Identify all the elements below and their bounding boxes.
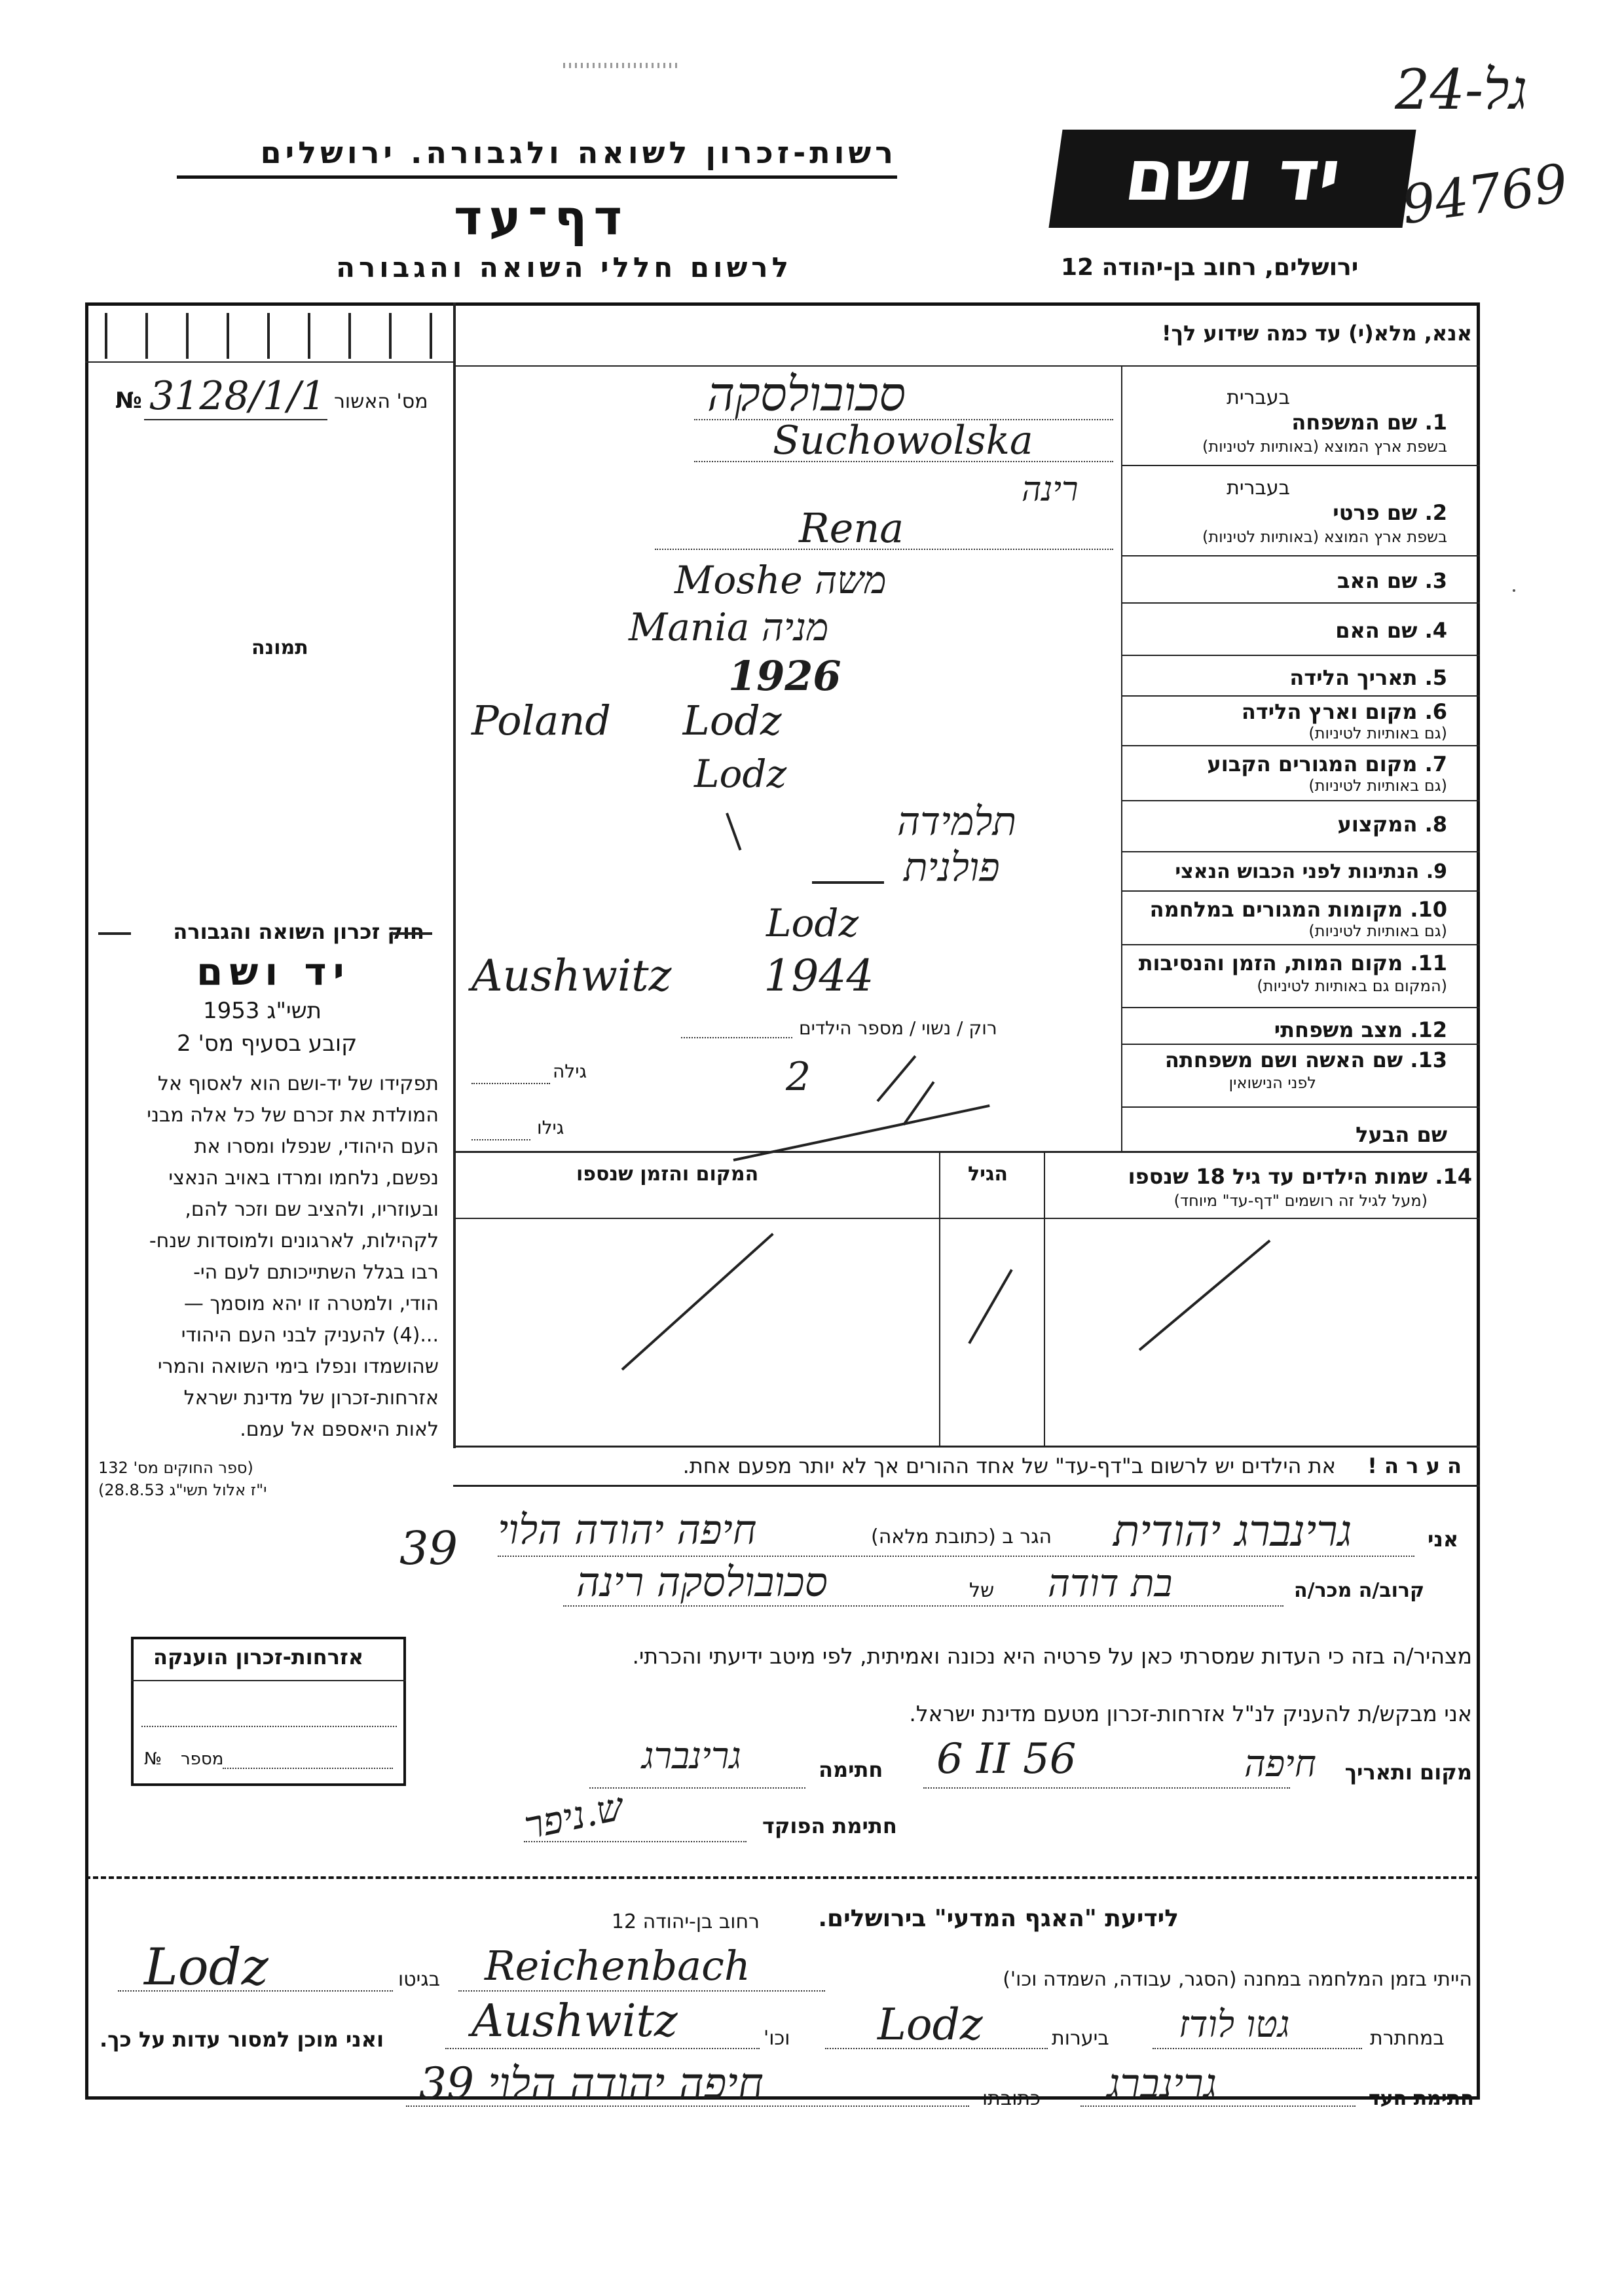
scan-speck: [1513, 589, 1515, 592]
field-5-value: 1926: [728, 652, 841, 700]
law-line: העם היהודי, שנפלו ומסרו את: [194, 1135, 439, 1158]
field-2-latin-value: Rena: [799, 504, 904, 552]
law-line: נפשם, נלחמו ומרדו באויב הנאצי: [168, 1167, 439, 1190]
field-11-sub: (המקום גם באותיות לטיניות): [1257, 977, 1447, 995]
archive-underground-label: במחתרת: [1370, 2027, 1445, 2050]
field-9-value: פולנית: [904, 845, 1000, 890]
declaration-request: אני מבקש/ת להעניק לנ"ל אזרחות-זכרון מטעם מדינת ישראל.: [909, 1701, 1472, 1726]
declaration-line-2: [563, 1605, 1283, 1607]
declaration-address-no: 39: [399, 1522, 458, 1575]
citizenship-box-head-line: [131, 1680, 406, 1681]
row-line: [1121, 695, 1480, 697]
archive-etc-line: [445, 2048, 760, 2049]
law-line: המולדת את זכרם של כל אלה מבני: [147, 1104, 439, 1127]
archive-underground: גטו לודז: [1179, 2003, 1290, 2046]
field-5-label: 5. תאריך הלידה: [1289, 665, 1447, 690]
place-date-line: [923, 1787, 1290, 1789]
relation-value: בת דודה: [1048, 1561, 1173, 1605]
row-line: [1121, 1044, 1480, 1045]
law-line: לקהילות, לארגונים ולמוסדות שנח-: [149, 1230, 439, 1252]
citizenship-line-1: [141, 1726, 397, 1727]
field-3-label: 3. שם האב: [1337, 568, 1447, 593]
field-14-sub: (מעל לגיל זה רושמים "דף-עד" מיוחד): [1173, 1192, 1428, 1210]
husband-age-label: גילו: [537, 1117, 564, 1139]
date-value: 6 II 56: [936, 1735, 1077, 1783]
field-10-sub: (גם באותיות לטיניות): [1308, 922, 1447, 940]
field-14-label: 14. שמות הילדים עד גיל 18 שנספו: [1128, 1164, 1472, 1189]
hebrew-tag: בעברית: [1227, 386, 1290, 409]
row-line: [1121, 944, 1480, 945]
field-1-sub: בשפת ארץ המוצא (באותיות לטיניות): [1202, 437, 1447, 456]
law-year: תשי"ג 1953: [203, 998, 322, 1024]
field-4-label: 4. שם האם: [1335, 618, 1447, 643]
field-2-sub: בשפת ארץ המוצא (באותיות לטיניות): [1202, 528, 1447, 546]
archive-sig: גרינברג: [1107, 2060, 1217, 2107]
scan-speck: [563, 63, 681, 68]
place-date-label: מקום ותאריך: [1344, 1760, 1472, 1785]
yad-vashem-logo: [1048, 130, 1416, 228]
law-clause: קובע בסעיף מס' 2: [177, 1030, 358, 1057]
field-10-value: Lodz: [766, 901, 859, 945]
field-13-age-line: [471, 1083, 550, 1084]
husband-age-line: [471, 1139, 530, 1140]
label-column-border: [1121, 365, 1122, 1151]
officer-signature: ש.ניפר: [520, 1783, 627, 1849]
field-2-line: [655, 549, 1113, 550]
victim-name: סכובולסקה רינה: [576, 1558, 828, 1606]
archive-underground-line: [1153, 2048, 1362, 2049]
field-13-value: 2: [786, 1054, 811, 1100]
citizenship-number-label: מספר: [181, 1749, 224, 1769]
form-title: דף־עד: [454, 190, 629, 246]
archive-etc: Aushwitz: [471, 1995, 678, 2047]
field-11-value: Aushwitz 1944: [471, 951, 874, 1001]
officer-label: חתימת הפוקד: [762, 1813, 897, 1838]
row-line: [1121, 602, 1480, 604]
law-line: שהושמדו ונפלו בימי השואה והמרי: [157, 1355, 439, 1378]
children-col-1: [1044, 1151, 1045, 1446]
field-7-sub: (גם באותיות לטיניות): [1308, 776, 1447, 795]
declaration-address: חיפה יהודה הלוי: [498, 1506, 757, 1554]
field-4-value: Mania מניה: [629, 605, 829, 649]
field-1-label: 1. שם המשפחה: [1291, 410, 1447, 435]
field-11-label: 11. מקום המות, הזמן והנסיבות: [1138, 951, 1447, 975]
declaration-resides: הגר ב (כתובת מלאה): [871, 1525, 1052, 1548]
field-2-hebrew-value: רינה: [1022, 470, 1079, 509]
law-name: יד ושם: [196, 949, 351, 994]
field-1-hebrew-value: סכובולסקה: [707, 367, 906, 422]
law-title: חוק זכרון השואה והגבורה: [173, 919, 424, 944]
law-footnote-2: י"ז אלול תשי"ג 28.8.53): [98, 1481, 267, 1499]
citizenship-title: אזרחות-זכרון הוענקה: [153, 1645, 364, 1669]
signature-line: [589, 1787, 805, 1789]
archive-sig-label: חתימת העד: [1369, 2087, 1474, 2110]
law-line: הודי, ולמטרה זו יהא מוסמך —: [183, 1292, 439, 1315]
top-row-line: [453, 365, 1480, 367]
archive-ghetto: Lodz: [144, 1938, 268, 1997]
field-6-label: 6. מקום וארץ הלידה: [1241, 699, 1447, 724]
law-text: [98, 1068, 439, 1446]
authority-underline: [177, 175, 897, 179]
law-line: אזרחות-זכרון של מדינת ישראל: [183, 1387, 439, 1410]
approval-underline: [144, 419, 327, 420]
children-col-2: [939, 1151, 940, 1446]
signature-label: חתימה: [819, 1757, 883, 1782]
law-line: ובעוזריו, ולהציב שם וזכר להם,: [185, 1198, 439, 1221]
field-10-label: 10. מקומות המגורים במלחמה: [1149, 897, 1447, 922]
field-6-sub: (גם באותיות לטיניות): [1308, 724, 1447, 742]
archive-ready: ואני מוכן למסור עדות על כך.: [100, 2027, 384, 2052]
declaration-line-1: [498, 1556, 1414, 1557]
children-place-header: המקום והזמן שנספו: [576, 1163, 759, 1186]
left-column-border: [453, 302, 456, 1448]
field-13-age-label: גילה: [553, 1061, 587, 1082]
field-7-label: 7. מקום המגורים הקבוע: [1207, 752, 1447, 776]
field-13-label: 13. שם האשה ושם משפחתה: [1164, 1048, 1447, 1072]
law-title-dash: [393, 932, 432, 935]
archive-forests: Lodz: [877, 1999, 983, 2050]
law-line: ...(4) להעניק לבני העם היהודי: [181, 1324, 439, 1347]
field-8-value: תלמידה: [897, 799, 1017, 845]
signature-value: גרינברג: [642, 1735, 741, 1777]
archive-forests-line: [825, 2048, 1048, 2049]
field-2-label: 2. שם פרטי: [1333, 500, 1447, 525]
row-line: [1121, 800, 1480, 801]
row-line: [453, 1151, 1480, 1153]
cut-line: [85, 1876, 1480, 1879]
archive-war-line: הייתי בזמן המלחמה במחנה (הסגר, עבודה, השמדה וכו'): [1003, 1968, 1472, 1991]
note-text: את הילדים יש לרשום ב"דף-עד" של אחד ההורים אך לא יותר מפעם אחת.: [682, 1453, 1336, 1478]
declaration-statement: מצהיר/ה בזה כי העדות שמסרתי כאן על פרטיה היא נכונה ואמיתית, לפי מיטב ידיעתי והכרתי.: [632, 1643, 1472, 1669]
approval-number: 3128/1/1: [149, 373, 326, 419]
archive-addr: חיפה יהודה הלוי 39: [419, 2058, 764, 2109]
archive-heading: לידיעת "האגף המדעי" בירושלים.: [818, 1905, 1179, 1932]
note-label: ה ע ר ה !: [1367, 1453, 1462, 1478]
authority-title: רשות-זכרון לשואה ולגבורה. ירושלים: [260, 135, 897, 170]
children-age-header: הגיל: [968, 1163, 1008, 1186]
row-line: [1121, 655, 1480, 656]
field-8-label: 8. המקצוע: [1337, 812, 1447, 837]
archive-forests-label: ביערות: [1052, 2027, 1109, 2050]
logo-text: יד ושם: [1120, 135, 1346, 217]
of-label: של: [969, 1579, 995, 1602]
approval-label: מס' האשור: [334, 390, 428, 413]
handwritten-ref-2: 94769: [1397, 152, 1572, 236]
photo-label: תמונה: [251, 636, 308, 659]
row-line: [1121, 745, 1480, 746]
law-line: רבו בגלל השתייכותם לעם הי-: [193, 1261, 439, 1284]
citizenship-line-2: [223, 1768, 393, 1769]
archive-etc-label: וכו': [764, 2027, 790, 2050]
field-7-value: Lodz: [694, 752, 787, 796]
relative-label: קרוב/ה מכר/ה: [1294, 1579, 1425, 1602]
archive-camp-line: [458, 1990, 825, 1992]
request-line: אנא, מלא(י) עד כמה שידוע לך!: [1161, 321, 1472, 346]
place-value: חיפה: [1244, 1743, 1316, 1785]
row-line: [1121, 890, 1480, 892]
archive-ghetto-label: בגיטו: [398, 1968, 441, 1991]
field-6-value: Poland Lodz: [471, 697, 782, 744]
field-3-value: Moshe משה: [674, 558, 887, 602]
archive-camp: Reichenbach: [485, 1942, 750, 1990]
archive-sig-line: [1080, 2105, 1356, 2107]
law-line: לאות היאספם אל עמם.: [240, 1418, 439, 1441]
children-head-line: [453, 1218, 1480, 1219]
note-top-line: [453, 1446, 1480, 1448]
law-footnote-1: (ספר החוקים מס' 132: [98, 1459, 253, 1477]
law-title-dash-2: [98, 932, 131, 935]
field-13-sub: לפני הנישואין: [1228, 1074, 1316, 1092]
archive-ghetto-line: [118, 1990, 393, 1992]
field-1-line-2: [694, 461, 1113, 462]
hebrew-tag: בעברית: [1227, 477, 1290, 500]
tick-ruler: [105, 313, 445, 359]
field-9-dash: [812, 881, 884, 884]
form-subtitle: לרשום חללי השואה והגבורה: [336, 251, 792, 283]
field-12-label: 12. מצב משפחתי: [1274, 1017, 1447, 1042]
field-12-dots: [681, 1037, 792, 1038]
archive-addr-line: [406, 2105, 969, 2107]
handwritten-ref-1: 24-גל: [1395, 58, 1528, 122]
row-line: [1121, 851, 1480, 852]
field-9-label: 9. הנתינות לפני הכבוש הנאצי: [1175, 860, 1447, 883]
citizenship-prefix: №: [144, 1749, 162, 1769]
address-line: ירושלים, רחוב בן-יהודה 12: [1061, 254, 1359, 281]
field-1-line: [694, 419, 1113, 420]
row-line: [1121, 1007, 1480, 1008]
row-line: [1121, 465, 1480, 466]
archive-addr-label: כתובתו: [982, 2087, 1041, 2110]
row-line: [1121, 1106, 1480, 1108]
declaration-ani: אני: [1428, 1527, 1459, 1552]
law-line: תפקידו של יד-ושם הוא לאסוף אל: [157, 1072, 439, 1095]
field-1-latin-value: Suchowolska: [773, 418, 1033, 464]
row-line: [1121, 555, 1480, 556]
approval-prefix: №: [115, 388, 142, 414]
witness-name: גרינברג יהודית: [1113, 1506, 1352, 1556]
husband-label: שם הבעל: [1356, 1122, 1447, 1147]
archive-address: רחוב בן-יהודה 12: [611, 1910, 760, 1933]
officer-line: [524, 1841, 747, 1842]
tick-ruler-base: [85, 361, 453, 363]
field-12-options: רוק / נשוי / מספר הילדים: [799, 1017, 997, 1039]
note-bottom-line: [453, 1485, 1480, 1487]
